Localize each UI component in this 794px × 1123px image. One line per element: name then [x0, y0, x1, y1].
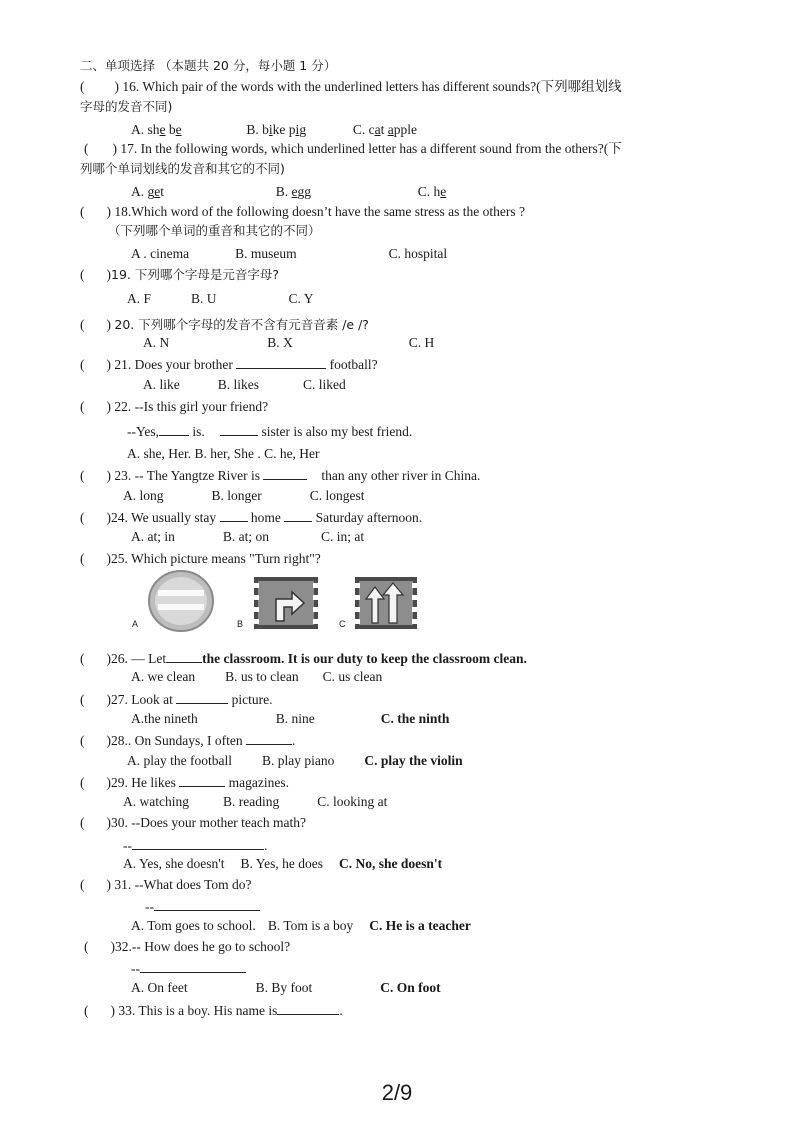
page-number: 2/9 — [381, 1080, 413, 1105]
q27-options: A.the nineth B. nine C. the ninth — [131, 711, 450, 726]
question-24: ( )24. We usually stay home Saturday afternoon. — [80, 510, 423, 525]
question-31: ( ) 31. --What does Tom do? — [80, 877, 252, 892]
q19-options: A. F B. U C. Y — [127, 291, 314, 306]
q30-options: A. Yes, she doesn't B. Yes, he does C. No, she doesn't — [123, 856, 443, 871]
question-23: ( ) 23. -- The Yangtze River is than any other river in China. — [80, 468, 481, 483]
q32-options: A. On feet B. By foot C. On foot — [131, 980, 441, 995]
q32-answer-line: -- — [131, 959, 246, 978]
picture-c-straight-icon — [355, 577, 417, 629]
question-19: ( )19. 下列哪个字母是元音字母? — [80, 267, 279, 282]
q17-options: A. get B. egg C. he — [131, 184, 447, 199]
question-30: ( )30. --Does your mother teach math? — [80, 815, 306, 830]
question-29: ( )29. He likes magazines. — [80, 775, 289, 790]
q29-options: A. watching B. reading C. looking at — [123, 794, 388, 809]
q31-answer-line: -- — [145, 897, 260, 916]
q18-options: A . cinema B. museum C. hospital — [131, 246, 448, 261]
picture-c-label: C — [339, 619, 346, 629]
question-17: ( ) 17. In the following words, which underlined letter has a different sound from the others?(下 — [84, 141, 622, 156]
q21-options: A. like B. likes C. liked — [143, 377, 346, 392]
q20-options: A. N B. X C. H — [143, 335, 435, 350]
picture-b-turn-right-icon — [254, 577, 318, 629]
question-33: ( ) 33. This is a boy. His name is . — [84, 1003, 343, 1018]
q18-text-cont: （下列哪个单词的重音和其它的不同） — [108, 223, 321, 238]
q30-answer-line: -- . — [123, 838, 268, 853]
question-32: ( )32.-- How does he go to school? — [84, 939, 291, 954]
q23-options: A. long B. longer C. longest — [123, 488, 365, 503]
question-25: ( )25. Which picture means "Turn right"? — [80, 551, 321, 566]
picture-a-icon — [148, 570, 214, 632]
section-title: 二、单项选择 （本题共 20 分，每小题 1 分） — [80, 58, 337, 73]
q22-answer-line: --Yes, is. sister is also my best friend. — [127, 424, 413, 439]
q16-text: 16. Which pair of the words with the underlined letters has different sounds?(下列哪组划线 — [122, 79, 622, 94]
q26-options: A. we clean B. us to clean C. us clean — [131, 669, 383, 684]
question-26: ( )26. — Let the classroom. It is our duty to keep the classroom clean. — [80, 651, 527, 666]
question-21: ( ) 21. Does your brother football? — [80, 357, 378, 372]
question-16: ( ) 16. Which pair of the words with the underlined letters has different sounds?(下列哪组划线 — [80, 79, 622, 94]
question-28: ( )28.. On Sundays, I often . — [80, 733, 296, 748]
q16-text-cont: 字母的发音不同) — [80, 99, 173, 114]
picture-a-label: A — [132, 619, 139, 629]
q31-options: A. Tom goes to school. B. Tom is a boy C. He is a teacher — [131, 918, 471, 933]
q16-options: A. she be B. bike pig C. cat apple — [131, 122, 417, 137]
q24-options: A. at; in B. at; on C. in; at — [131, 529, 365, 544]
question-18: ( ) 18.Which word of the following doesn’t have the same stress as the others ? — [80, 204, 526, 219]
q17-text-cont: 列哪个单词划线的发音和其它的不同) — [80, 161, 285, 176]
q22-options: A. she, Her. B. her, She . C. he, Her — [127, 446, 320, 461]
q28-options: A. play the football B. play piano C. play the violin — [127, 753, 463, 768]
question-27: ( )27. Look at picture. — [80, 692, 273, 707]
question-22: ( ) 22. --Is this girl your friend? — [80, 399, 269, 414]
question-20: ( ) 20. 下列哪个字母的发音不含有元音音素 /e /? — [80, 317, 369, 332]
picture-b-label: B — [237, 619, 244, 629]
